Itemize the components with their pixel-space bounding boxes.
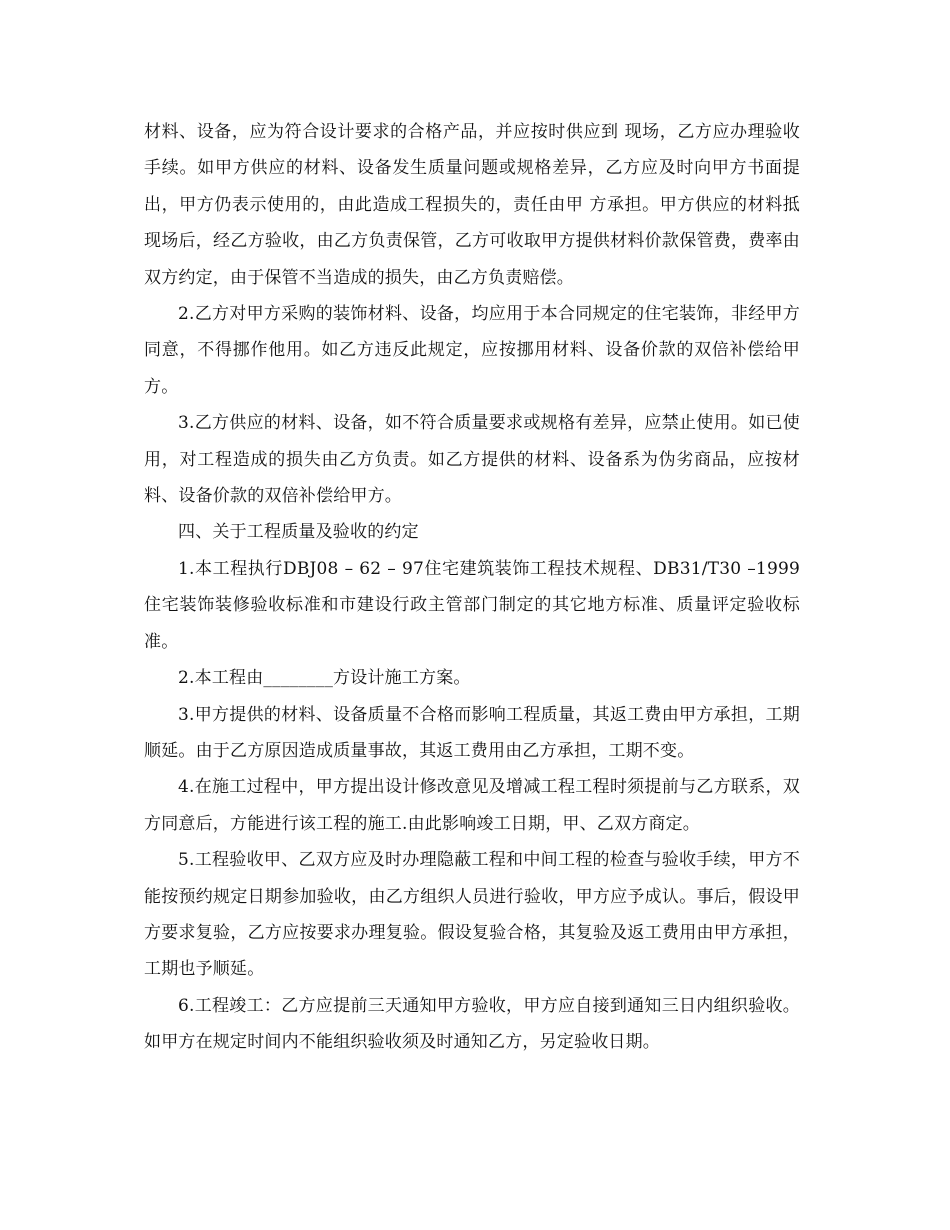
paragraph-quality-5: 5.工程验收甲、乙双方应及时办理隐蔽工程和中间工程的检查与验收手续，甲方不能按预约规定日期参加验收，由乙方组织人员进行验收，甲方应予成认。事后，假设甲方要求复验，乙方应按要求办理复验。假设复验合格，其复验及返工费用由甲方承担，工期也予顺延。 [144,850,800,980]
paragraph-continuation: 材料、设备，应为符合设计要求的合格产品，并应按时供应到 现场，乙方应办理验收手续。如甲方供应的材料、设备发生质量问题或规格差异，乙方应及时向甲方书面提出，甲方仍表示使用的，由此造成工程损失的，责任由甲 方承担。甲方供应的材料抵现场后，经乙方验收，由乙方负责保管，乙方可收取甲方提供材料价款保管费，费率由双方约定，由于保管不当造成的损失，由乙方负责赔偿。 [144,122,800,288]
section-heading-quality-acceptance: 四、关于工程质量及验收的约定 [178,522,419,543]
paragraph-quality-3: 3.甲方提供的材料、设备质量不合格而影响工程质量，其返工费由甲方承担，工期顺延。由于乙方原因造成质量事故，其返工费用由乙方承担，工期不变。 [144,704,800,761]
paragraph-quality-1: 1.本工程执行DBJ08 – 62 – 97住宅建筑装饰工程技术规程、DB31/T30 –1999住宅装饰装修验收标准和市建设行政主管部门制定的其它地方标准、质量评定验收标准。 [144,558,800,652]
paragraph-quality-4: 4.在施工过程中，甲方提出设计修改意见及增减工程工程时须提前与乙方联系，双方同意后，方能进行该工程的施工.由此影响竣工日期，甲、乙双方商定。 [144,777,800,834]
paragraph-clause-3: 3.乙方供应的材料、设备，如不符合质量要求或规格有差异，应禁止使用。如已使用，对工程造成的损失由乙方负责。如乙方提供的材料、设备系为伪劣商品，应按材料、设备价款的双倍补偿给甲方。 [144,413,800,507]
document-body [144,114,800,1061]
paragraph-quality-2: 2.本工程由________方设计施工方案。 [178,668,471,689]
paragraph-clause-2: 2.乙方对甲方采购的装饰材料、设备，均应用于本合同规定的住宅装饰，非经甲方同意，不得挪作他用。如乙方违反此规定，应按挪用材料、设备价款的双倍补偿给甲方。 [144,304,800,397]
paragraph-quality-6: 6.工程竣工：乙方应提前三天通知甲方验收，甲方应自接到通知三日内组织验收。如甲方在规定时间内不能组织验收须及时通知乙方，另定验收日期。 [144,995,800,1053]
